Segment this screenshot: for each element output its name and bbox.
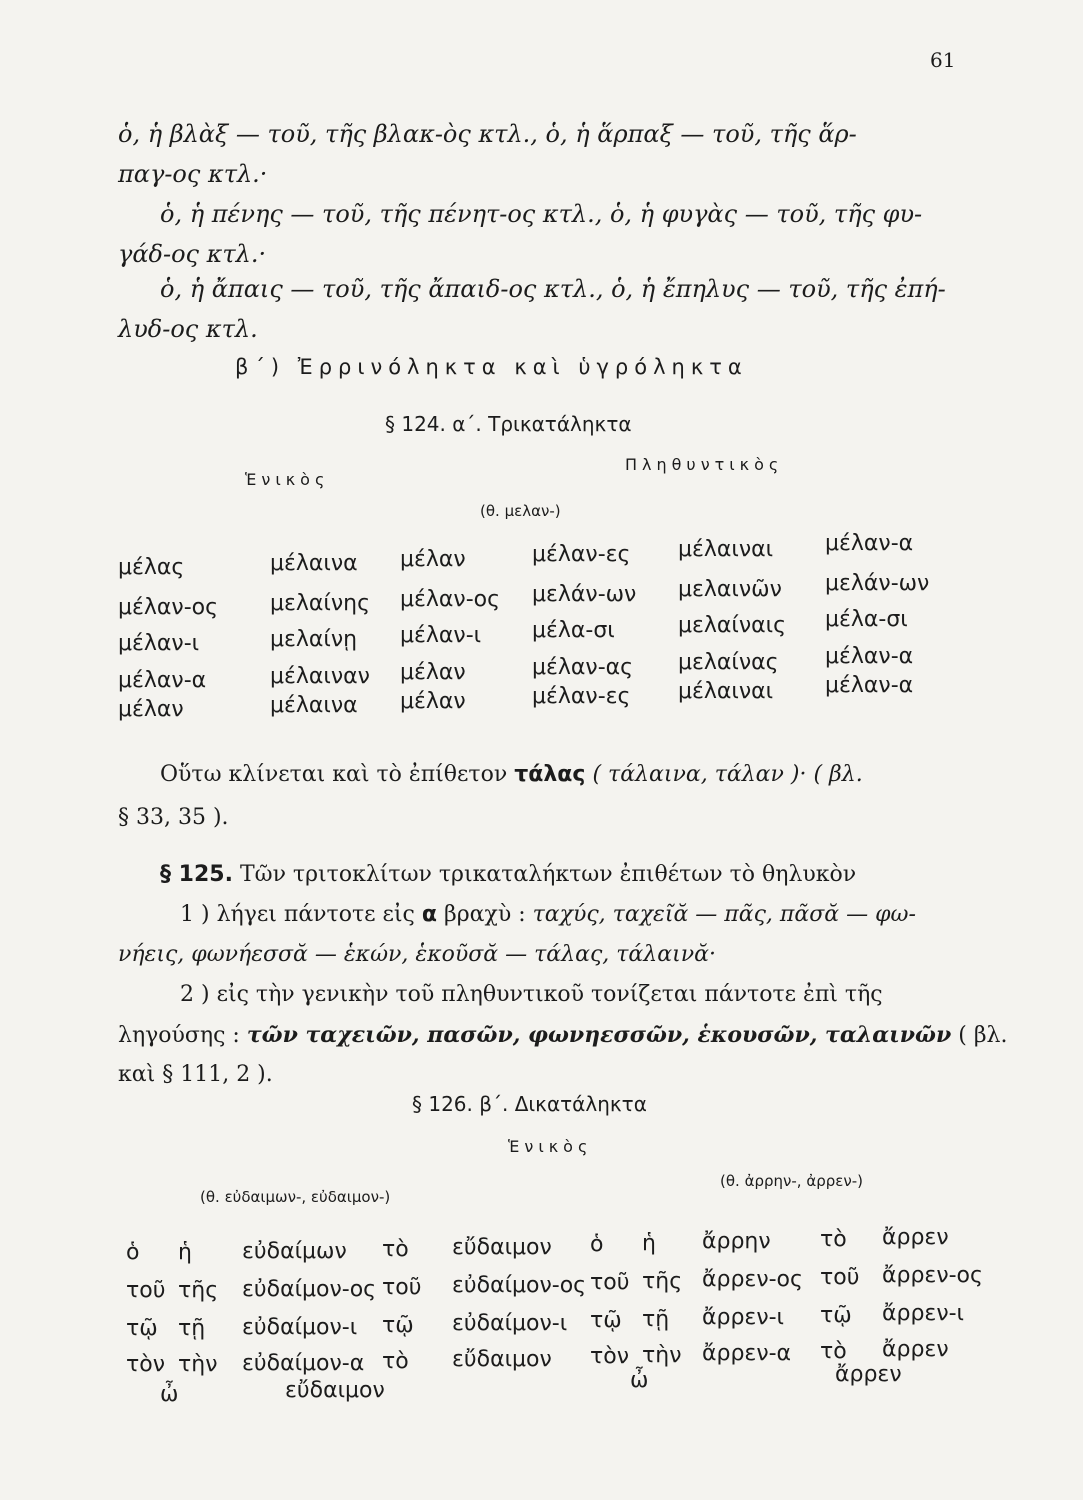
section-125-line <box>118 1022 1008 1048</box>
table-126-cell: τὸν <box>590 1344 629 1369</box>
table-126-cell: εὐδαίμον-ος <box>242 1277 377 1302</box>
table-124-cell: μέλαιναι <box>678 537 774 562</box>
alpha-letter: α <box>421 902 437 927</box>
intro-line: ὁ, ἡ βλὰξ — τοῦ, τῆς βλακ-ὸς κτλ., ὁ, ἡ ἅρπαξ — τοῦ, τῆς ἅρ- <box>118 120 857 148</box>
table-124-cell: μέλαιναι <box>678 679 774 704</box>
table-124-cell: μελαίνας <box>678 650 779 675</box>
table-126-cell: ἄρρεν <box>882 1225 949 1250</box>
rule-1-examples: ταχύς, ταχεῖᾰ — πᾶς, πᾶσᾰ — φω- <box>532 902 916 927</box>
section-126-title: § 126. β΄. Δικατάληκτα <box>412 1092 647 1116</box>
table-126-cell: τοῦ <box>590 1270 630 1295</box>
stem-left: (θ. εὐδαιμων-, εὐδαιμον-) <box>200 1188 391 1206</box>
table-126-cell: τῇ <box>178 1316 206 1341</box>
table-124-cell: μελαίνης <box>270 591 370 616</box>
section-125-line <box>180 902 916 927</box>
table-126-cell: ὁ <box>590 1232 604 1257</box>
table-124-cell: μέλαν <box>400 689 466 714</box>
table-126-cell: εὐδαίμον-ι <box>452 1311 568 1336</box>
vocative-omega: ὦ <box>160 1382 179 1407</box>
table-124-cell: μέλαινα <box>270 693 358 718</box>
table-126-cell: ἡ <box>178 1240 192 1265</box>
table-124-cell: μελαίνῃ <box>270 627 358 652</box>
rule-2-text: ληγούσης : <box>118 1023 240 1048</box>
plural-label: Πληθυντικὸς <box>625 455 784 474</box>
table-124-cell: μέλαινα <box>270 551 358 576</box>
stem-right: (θ. ἀρρην-, ἀρρεν-) <box>720 1172 864 1190</box>
heading-b: β΄) Ἐρρινόληκτα καὶ ὑγρόληκτα <box>235 355 748 379</box>
table-124-cell: μέλαν <box>118 697 184 722</box>
table-124-cell: μελαινῶν <box>678 577 782 602</box>
table-124-cell: μέλαν-ι <box>118 631 200 656</box>
table-126-cell: ἄρρεν-ι <box>882 1301 964 1326</box>
table-126-cell: τῷ <box>382 1313 414 1338</box>
table-124-cell: μέλαν-ος <box>118 595 219 620</box>
table-126-cell: τῷ <box>820 1303 852 1328</box>
table-126-cell: εὐδαίμων <box>242 1239 347 1264</box>
singular-label-126: Ἑνικὸς <box>508 1137 593 1156</box>
table-124-cell: μέλα-σι <box>825 607 908 632</box>
table-126-cell: τὴν <box>178 1352 218 1377</box>
rule-2-ref: ( βλ. <box>958 1023 1008 1048</box>
table-126-cell: τὸν <box>126 1352 165 1377</box>
section-125-line: 2 ) εἰς τὴν γενικὴν τοῦ πληθυντικοῦ τονίζεται πάντοτε ἐπὶ τῆς <box>180 982 883 1007</box>
table-126-cell: ἄρρεν <box>882 1337 949 1362</box>
table-126-cell: τὴν <box>642 1343 682 1368</box>
table-124-cell: μέλαν-ας <box>532 655 634 680</box>
vocative-right: ἄρρεν <box>835 1362 902 1387</box>
note-line <box>160 762 863 787</box>
table-126-cell: εὐδαίμον-ι <box>242 1315 358 1340</box>
intro-line: παγ-ος κτλ.· <box>118 160 268 188</box>
vocative-omega-2: ὦ <box>630 1368 649 1393</box>
rule-1-cont: βραχὺ : <box>444 902 526 927</box>
table-124-cell: μελάν-ων <box>825 571 930 596</box>
table-126-cell: εὔδαιμον <box>452 1235 552 1260</box>
note-word: τάλας <box>514 762 586 787</box>
table-124-cell: μέλαιναν <box>270 664 370 689</box>
table-124-cell: μέλαν <box>400 660 466 685</box>
note-text: Οὕτω κλίνεται καὶ τὸ ἐπίθετον <box>160 762 508 787</box>
rule-2-examples: τῶν ταχειῶν, πασῶν, φωνηεσσῶν, ἑκουσῶν, ταλαινῶν <box>246 1022 952 1048</box>
singular-label: Ἑνικὸς <box>245 470 330 489</box>
table-126-cell: τῆς <box>642 1269 683 1294</box>
rule-1: 1 ) λήγει πάντοτε εἰς <box>180 902 415 927</box>
table-126-cell: ἡ <box>642 1231 656 1256</box>
section-125-number: § 125. <box>160 862 233 887</box>
table-124-cell: μελάν-ων <box>532 582 637 607</box>
table-124-cell: μέλαν-α <box>825 531 914 556</box>
table-124-cell: μέλαν-α <box>118 668 207 693</box>
table-124-cell: μέλαν-ες <box>532 542 631 567</box>
table-126-cell: εὐδαίμον-α <box>242 1351 365 1376</box>
section-125-line <box>160 862 856 887</box>
table-126-cell: εὐδαίμον-ος <box>452 1273 587 1298</box>
intro-line: ὁ, ἡ πένης — τοῦ, τῆς πένητ-ος κτλ., ὁ, ἡ φυγὰς — τοῦ, τῆς φυ- <box>160 200 923 228</box>
section-125-line: καὶ § 111, 2 ). <box>118 1062 273 1087</box>
table-126-cell: εὔδαιμον <box>452 1347 552 1372</box>
table-126-cell: τὸ <box>820 1227 847 1252</box>
table-126-cell: τὸ <box>820 1339 847 1364</box>
note-ref: § 33, 35 ). <box>118 805 229 830</box>
table-124-cell: μέλαν-α <box>825 644 914 669</box>
table-126-cell: τῷ <box>590 1308 622 1333</box>
table-126-cell: ἄρρεν-α <box>702 1341 792 1366</box>
table-126-cell: τοῦ <box>126 1278 166 1303</box>
table-124-cell: μέλας <box>118 555 185 580</box>
intro-line: ὁ, ἡ ἄπαις — τοῦ, τῆς ἄπαιδ-ος κτλ., ὁ, ἡ ἔπηλυς — τοῦ, τῆς ἐπή- <box>160 275 946 303</box>
table-124-cell: μέλαν-α <box>825 673 914 698</box>
table-124-cell: μελαίναις <box>678 613 787 638</box>
table-126-cell: ἄρρην <box>702 1229 771 1254</box>
table-126-cell: τοῦ <box>820 1265 860 1290</box>
table-124-cell: μέλα-σι <box>532 618 615 643</box>
stem-label: (θ. μελαν-) <box>480 502 561 520</box>
table-124-cell: μέλαν <box>400 547 466 572</box>
table-124-cell: μέλαν-ος <box>400 587 501 612</box>
section-125-text: Τῶν τριτοκλίτων τρικαταλήκτων ἐπιθέτων τὸ θηλυκὸν <box>239 862 857 887</box>
table-124-cell: μέλαν-ι <box>400 623 482 648</box>
section-125-line: νήεις, φωνήεσσᾰ — ἑκών, ἑκοῦσᾰ — τάλας, τάλαινᾰ· <box>118 942 716 967</box>
section-124-title: § 124. α΄. Τρικατάληκτα <box>385 412 632 436</box>
table-126-cell: ὁ <box>126 1240 140 1265</box>
intro-line: γάδ-ος κτλ.· <box>118 240 267 268</box>
table-126-cell: τοῦ <box>382 1275 422 1300</box>
table-124-cell: μέλαν-ες <box>532 684 631 709</box>
table-126-cell: ἄρρεν-ος <box>882 1263 983 1288</box>
intro-line: λυδ-ος κτλ. <box>118 315 258 343</box>
vocative-left: εὔδαιμον <box>285 1378 385 1403</box>
table-126-cell: τῷ <box>126 1316 158 1341</box>
table-126-cell: τὸ <box>382 1349 409 1374</box>
note-forms: ( τάλαινα, τάλαν )· ( βλ. <box>592 762 863 787</box>
table-126-cell: τῆς <box>178 1278 219 1303</box>
table-126-cell: τῇ <box>642 1307 670 1332</box>
table-126-cell: τὸ <box>382 1237 409 1262</box>
table-126-cell: ἄρρεν-ι <box>702 1305 784 1330</box>
table-126-cell: ἄρρεν-ος <box>702 1267 803 1292</box>
page-number: 61 <box>930 48 956 72</box>
